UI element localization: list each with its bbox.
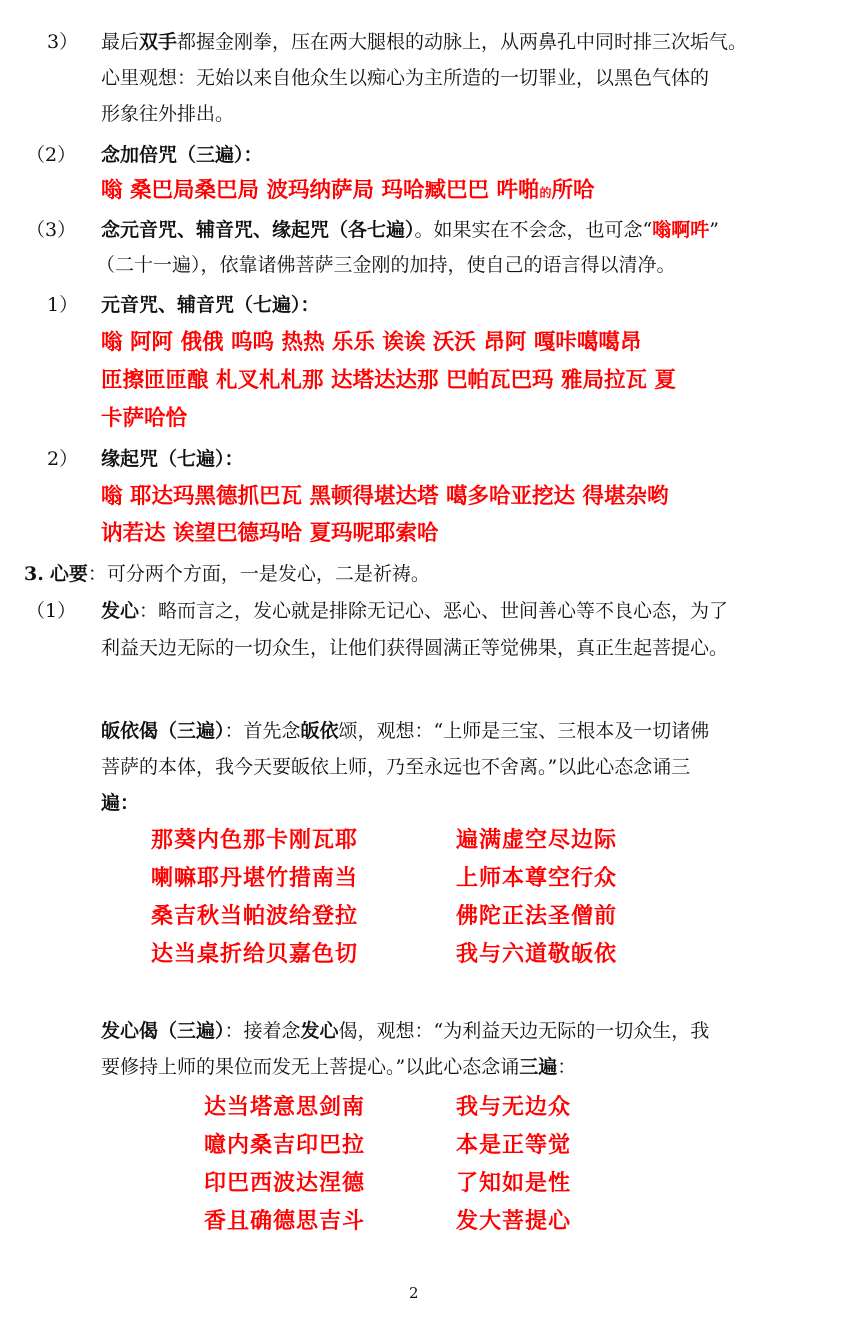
- verse-tibetan: 印巴西波达涅德: [204, 1170, 366, 1196]
- paragraph-line: 心里观想：无始以来自他众生以痴心为主所造的一切罪业，以黑色气体的: [101, 67, 710, 89]
- verse-chinese: 佛陀正法圣僧前: [456, 903, 618, 929]
- paragraph-line: 形象往外排出。: [101, 103, 235, 125]
- paragraph-line: （二十一遍），依靠诸佛菩萨三金刚的加持，使自己的语言得以清净。: [96, 254, 676, 276]
- verse-chinese: 我与无边众: [456, 1094, 572, 1120]
- page-number: 2: [409, 1284, 419, 1302]
- paragraph-line: 遍：: [101, 792, 140, 814]
- mantra-line: 嗡 阿阿 俄俄 呜呜 热热 乐乐 诶诶 沃沃 昂阿 嘎咔噶噶昂: [101, 330, 642, 355]
- list-marker: 1）: [47, 294, 79, 316]
- verse-tibetan: 香且确德思吉斗: [204, 1208, 366, 1234]
- paragraph-line: 念元音咒、辅音咒、缘起咒（各七遍）。如果实在不会念，也可念“嗡啊吽”: [101, 219, 719, 241]
- mantra-line: 讷若达 诶望巴德玛哈 夏玛呢耶索哈: [101, 521, 439, 546]
- section-heading: 3. 心要：可分两个方面，一是发心，二是祈祷。: [24, 563, 430, 585]
- verse-tibetan: 达当塔意思剑南: [204, 1094, 366, 1120]
- list-marker: 2）: [47, 448, 79, 470]
- verse-tibetan: 喇嘛耶丹堪竹措南当: [151, 865, 359, 891]
- list-marker: （2）: [26, 144, 77, 166]
- list-marker: （3）: [26, 219, 77, 241]
- mantra-line: 匝擦匝匝酿 札叉札札那 达塔达达那 巴帕瓦巴玛 雅局拉瓦 夏: [101, 368, 676, 393]
- paragraph-line: 要修持上师的果位而发无上菩提心。”以此心态念诵三遍：: [101, 1056, 577, 1078]
- verse-chinese: 我与六道敬皈依: [456, 941, 618, 967]
- verse-tibetan: 噫内桑吉印巴拉: [204, 1132, 366, 1158]
- paragraph-line: 利益天边无际的一切众生，让他们获得圆满正等觉佛果，真正生起菩提心。: [101, 637, 729, 659]
- paragraph-line: 最后双手都握金刚拳，压在两大腿根的动脉上，从两鼻孔中同时排三次垢气。: [101, 31, 748, 53]
- section-heading: 念加倍咒（三遍）：: [101, 144, 263, 166]
- mantra-line: 嗡 耶达玛黑德抓巴瓦 黑顿得堪达塔 噶多哈亚挖达 得堪杂哟: [101, 484, 669, 509]
- verse-tibetan: 达当桌折给贝嘉色切: [151, 941, 359, 967]
- section-heading: 元音咒、辅音咒（七遍）：: [101, 294, 320, 316]
- verse-chinese: 上师本尊空行众: [456, 865, 618, 891]
- verse-tibetan: 那葵内色那卡刚瓦耶: [151, 827, 359, 853]
- list-marker: 3）: [47, 31, 79, 53]
- paragraph-line: 菩萨的本体，我今天要皈依上师，乃至永远也不舍离。”以此心态念诵三: [101, 756, 691, 778]
- paragraph-line: 发心：略而言之，发心就是排除无记心、恶心、世间善心等不良心态，为了: [101, 600, 729, 622]
- verse-chinese: 本是正等觉: [456, 1132, 572, 1158]
- verse-chinese: 遍满虚空尽边际: [456, 827, 618, 853]
- section-heading: 缘起咒（七遍）：: [101, 448, 244, 470]
- verse-tibetan: 桑吉秋当帕波给登拉: [151, 903, 359, 929]
- paragraph-line: 皈依偈（三遍）：首先念皈依颂，观想：“上师是三宝、三根本及一切诸佛: [101, 720, 710, 742]
- mantra-line: 卡萨哈恰: [101, 406, 188, 431]
- verse-chinese: 发大菩提心: [456, 1208, 572, 1234]
- mantra-line: 嗡 桑巴局桑巴局 波玛纳萨局 玛哈臧巴巴 吽啪的所哈: [101, 178, 595, 203]
- paragraph-line: 发心偈（三遍）：接着念发心偈，观想：“为利益天边无际的一切众生，我: [101, 1020, 710, 1042]
- list-marker: （1）: [26, 600, 77, 622]
- verse-chinese: 了知如是性: [456, 1170, 572, 1196]
